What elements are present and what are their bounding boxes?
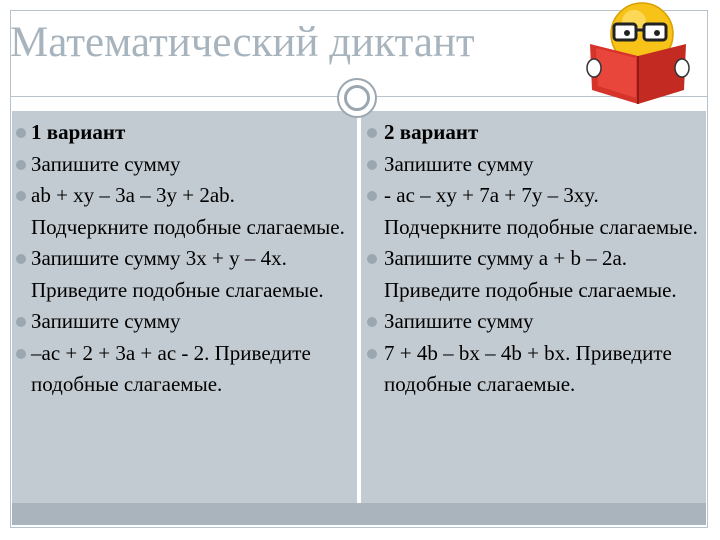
bullet-icon: [16, 254, 26, 264]
list-item: [361, 243, 706, 306]
list-item: [361, 117, 706, 149]
bullet-icon: [16, 160, 26, 170]
item-text: Запишите сумму: [31, 151, 181, 176]
variant-1-list: [12, 111, 357, 401]
bullet-icon: [16, 349, 26, 359]
item-text: 7 + 4b – bx – 4b + bx. Приведите подобные слагаемые.: [384, 340, 672, 396]
list-item: [12, 243, 357, 306]
list-item: [361, 338, 706, 401]
list-item: [12, 117, 357, 149]
list-item: [361, 149, 706, 181]
item-text: - ac – xy + 7a + 7y – 3xy. Подчеркните подобные слагаемые.: [384, 183, 698, 239]
variant-2-heading: 2 вариант: [384, 120, 479, 144]
ring-ornament-icon: [337, 78, 377, 118]
bullet-icon: [16, 191, 26, 201]
variant-1-column: [12, 111, 357, 503]
variant-1-heading: 1 вариант: [31, 120, 126, 144]
list-item: [12, 180, 357, 243]
bullet-icon: [16, 317, 26, 327]
bullet-icon: [367, 317, 377, 327]
item-text: Запишите сумму a + b – 2a. Приведите подобные слагаемые.: [384, 246, 677, 302]
variant-2-list: [361, 111, 706, 401]
ring-inner: [344, 85, 370, 111]
variant-2-column: [361, 111, 706, 503]
item-text: Запишите сумму: [384, 309, 534, 333]
item-text: Запишите сумму 3x + y – 4x. Приведите подобные слагаемые.: [31, 246, 324, 302]
bullet-icon: [367, 128, 377, 138]
list-item: [361, 306, 706, 338]
item-text: –ac + 2 + 3a + ac - 2. Приведите подобные слагаемые.: [31, 340, 311, 396]
list-item: [12, 306, 357, 338]
list-item: [12, 338, 357, 401]
bullet-icon: [16, 128, 26, 138]
slide-title: Математический диктант: [10, 19, 475, 66]
item-text: ab + xy – 3a – 3y + 2ab. Подчеркните подобные слагаемые.: [31, 183, 345, 239]
bullet-icon: [367, 254, 377, 264]
reading-smiley-icon: [578, 0, 696, 108]
bullet-icon: [367, 191, 377, 201]
bullet-icon: [367, 349, 377, 359]
list-item: [12, 149, 357, 181]
bullet-icon: [367, 160, 377, 170]
footer-band: [12, 503, 706, 525]
list-item: [361, 180, 706, 243]
item-text: Запишите сумму: [31, 309, 181, 333]
item-text: Запишите сумму: [384, 151, 534, 176]
